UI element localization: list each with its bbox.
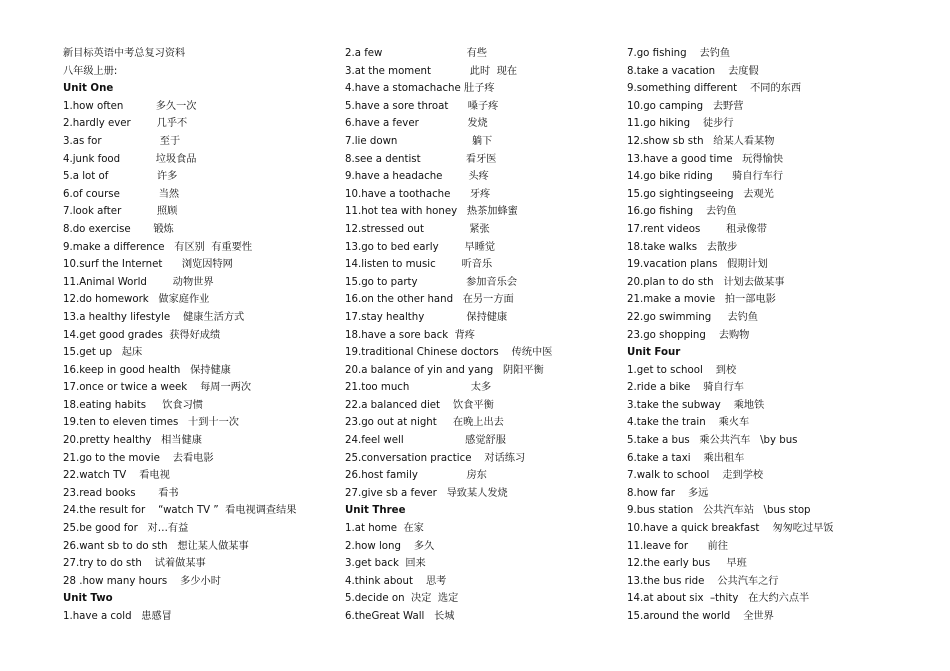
vocab-entry: 26.want sb to do sth 想让某人做某事 (63, 540, 249, 552)
vocab-entry: 14.at about six –thity 在大约六点半 (627, 593, 810, 605)
vocab-entry: 2.how long 多久 (345, 540, 435, 552)
vocab-entry: 3.get back 回来 (345, 558, 426, 570)
vocab-entry: 9.make a difference 有区别 有重要性 (63, 241, 253, 253)
vocab-entry: 5.take a bus 乘公共汽车 \by bus (627, 435, 798, 447)
vocab-entry: 11.Animal World 动物世界 (63, 276, 214, 288)
unit-heading: Unit Three (345, 505, 406, 517)
vocab-entry: 21.too much 太多 (345, 382, 492, 394)
document-title-line: 八年级上册: (63, 65, 118, 77)
vocab-entry: 9.bus station 公共汽车站 \bus stop (627, 505, 811, 517)
vocab-entry: 10.have a quick breakfast 匆匆吃过早饭 (627, 523, 834, 535)
vocab-entry: 6.of course 当然 (63, 188, 180, 200)
vocab-entry: 9.have a headache 头疼 (345, 171, 489, 183)
vocab-entry: 20.pretty healthy 相当健康 (63, 435, 202, 447)
vocab-entry: 4.junk food 垃圾食品 (63, 153, 197, 165)
vocab-entry: 14.get good grades 获得好成绩 (63, 329, 221, 341)
vocab-entry: 28 .how many hours 多少小时 (63, 575, 221, 587)
vocab-entry: 22.go swimming 去钓鱼 (627, 311, 758, 323)
vocab-entry: 27.try to do sth 试着做某事 (63, 558, 206, 570)
unit-heading: Unit Four (627, 347, 681, 359)
vocab-entry: 22.a balanced diet 饮食平衡 (345, 399, 494, 411)
vocab-entry: 11.go hiking 徒步行 (627, 118, 734, 130)
vocab-entry: 24.the result for “watch TV ” 看电视调查结果 (63, 505, 297, 517)
column-3 (627, 45, 927, 626)
vocab-entry: 13.a healthy lifestyle 健康生活方式 (63, 311, 245, 323)
vocab-entry: 1.at home 在家 (345, 523, 424, 535)
vocab-entry: 24.feel well 感觉舒服 (345, 435, 506, 447)
vocab-entry: 13.go to bed early 早睡觉 (345, 241, 496, 253)
vocab-entry: 13.the bus ride 公共汽车之行 (627, 575, 779, 587)
vocab-entry: 19.ten to eleven times 十到十一次 (63, 417, 239, 429)
vocab-entry: 16.go fishing 去钓鱼 (627, 206, 737, 218)
vocab-entry: 6.theGreat Wall 长城 (345, 611, 455, 622)
vocab-entry: 2.hardly ever 几乎不 (63, 118, 188, 130)
vocab-entry: 21.make a movie 拍一部电影 (627, 294, 776, 306)
vocab-entry: 5.a lot of 许多 (63, 171, 178, 183)
vocab-entry: 12.the early bus 早班 (627, 558, 747, 570)
vocab-entry: 19.vacation plans 假期计划 (627, 259, 768, 271)
vocab-entry: 22.watch TV 看电视 (63, 470, 170, 482)
document-title-line: 新目标英语中考总复习资料 (63, 48, 186, 59)
vocab-entry: 21.go to the movie 去看电影 (63, 452, 214, 464)
vocab-entry: 27.give sb a fever 导致某人发烧 (345, 487, 508, 499)
vocab-entry: 5.have a sore throat 嗓子疼 (345, 100, 499, 112)
vocab-entry: 10.go camping 去野营 (627, 100, 744, 112)
unit-heading: Unit One (63, 83, 114, 95)
vocab-entry: 10.have a toothache 牙疼 (345, 188, 491, 200)
vocab-entry: 4.think about 思考 (345, 575, 447, 587)
vocab-entry: 4.have a stomachache 肚子疼 (345, 83, 495, 95)
vocab-entry: 8.how far 多远 (627, 487, 709, 499)
vocab-entry: 2.ride a bike 骑自行车 (627, 382, 744, 394)
vocab-entry: 18.eating habits 饮食习惯 (63, 399, 203, 411)
vocab-entry: 9.something different 不同的东西 (627, 83, 802, 95)
vocab-entry: 25.be good for 对…有益 (63, 523, 189, 535)
vocab-entry: 2.a few 有些 (345, 48, 487, 59)
column-1 (63, 45, 333, 626)
vocab-entry: 6.take a taxi 乘出租车 (627, 452, 745, 464)
vocab-entry: 4.take the train 乘火车 (627, 417, 750, 429)
unit-heading: Unit Two (63, 593, 113, 605)
vocab-entry: 1.have a cold 患感冒 (63, 611, 172, 622)
vocab-entry: 15.go to party 参加音乐会 (345, 276, 518, 288)
vocab-entry: 12.do homework 做家庭作业 (63, 294, 210, 306)
vocab-entry: 12.show sb sth 给某人看某物 (627, 135, 775, 147)
vocab-entry: 25.conversation practice 对话练习 (345, 452, 526, 464)
vocab-entry: 3.at the moment 此时 现在 (345, 65, 518, 77)
vocab-entry: 11.hot tea with honey 热茶加蜂蜜 (345, 206, 518, 218)
vocab-entry: 7.look after 照顾 (63, 206, 178, 218)
vocab-entry: 23.go shopping 去购物 (627, 329, 750, 341)
column-2 (345, 45, 615, 626)
vocab-entry: 15.around the world 全世界 (627, 611, 774, 622)
vocab-entry: 23.read books 看书 (63, 487, 179, 499)
vocab-entry: 6.have a fever 发烧 (345, 118, 488, 130)
vocab-entry: 8.take a vacation 去度假 (627, 65, 759, 77)
vocab-entry: 11.leave for 前往 (627, 540, 728, 552)
vocab-entry: 8.do exercise 锻炼 (63, 223, 174, 235)
vocab-entry: 1.get to school 到校 (627, 364, 737, 376)
vocab-entry: 19.traditional Chinese doctors 传统中医 (345, 347, 553, 359)
vocab-entry: 5.decide on 决定 选定 (345, 593, 459, 605)
vocab-entry: 17.stay healthy 保持健康 (345, 311, 508, 323)
vocab-entry: 17.rent videos 租录像带 (627, 223, 767, 235)
vocab-entry: 12.stressed out 紧张 (345, 223, 490, 235)
vocab-entry: 3.as for 至于 (63, 135, 181, 147)
vocab-entry: 7.lie down 躺下 (345, 135, 493, 147)
vocab-entry: 3.take the subway 乘地铁 (627, 399, 765, 411)
vocab-entry: 16.keep in good health 保持健康 (63, 364, 231, 376)
vocab-entry: 15.go sightingseeing 去观光 (627, 188, 774, 200)
vocab-entry: 20.plan to do sth 计划去做某事 (627, 276, 785, 288)
vocab-entry: 18.take walks 去散步 (627, 241, 738, 253)
vocab-entry: 7.walk to school 走到学校 (627, 470, 764, 482)
vocab-entry: 26.host family 房东 (345, 470, 487, 482)
vocab-entry: 14.go bike riding 骑自行车行 (627, 171, 784, 183)
vocab-entry: 8.see a dentist 看牙医 (345, 153, 497, 165)
vocab-entry: 17.once or twice a week 每周一两次 (63, 382, 252, 394)
vocab-entry: 1.how often 多久一次 (63, 100, 197, 112)
vocab-entry: 13.have a good time 玩得愉快 (627, 153, 784, 165)
vocab-entry: 15.get up 起床 (63, 347, 143, 359)
vocab-entry: 16.on the other hand 在另一方面 (345, 294, 514, 306)
vocab-entry: 23.go out at night 在晚上出去 (345, 417, 504, 429)
vocab-entry: 7.go fishing 去钓鱼 (627, 48, 731, 59)
vocab-entry: 18.have a sore back 背疼 (345, 329, 475, 341)
vocab-entry: 10.surf the Internet 浏览因特网 (63, 259, 233, 271)
vocab-entry: 14.listen to music 听音乐 (345, 259, 493, 271)
vocab-entry: 20.a balance of yin and yang 阴阳平衡 (345, 364, 544, 376)
